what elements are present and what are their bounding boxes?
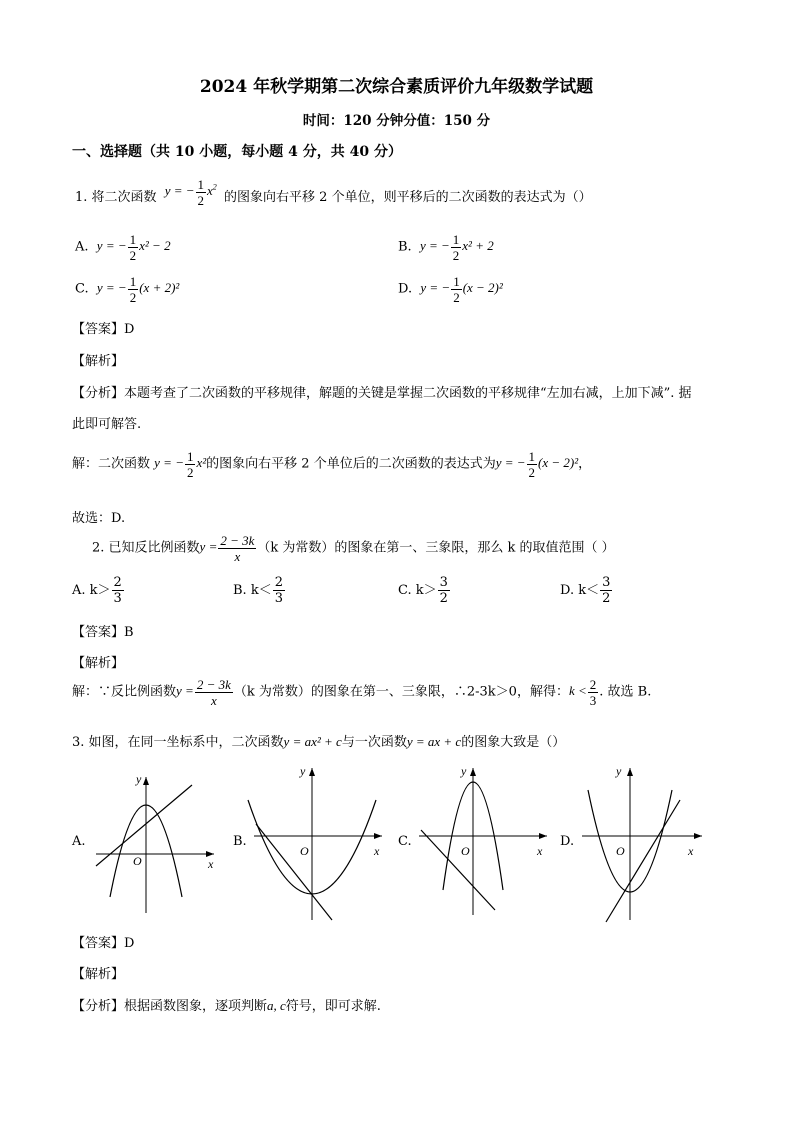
q1-analysis-line-1: 【分析】本题考查了二次函数的平移规律，解题的关键是掌握二次函数的平移规律“左加右减，上加下减”. 据: [72, 386, 692, 401]
y-axis-arrow: [470, 768, 476, 776]
q2-option-c[interactable]: C. k＞ $\frac{3}{2}$: [398, 575, 448, 606]
x-axis-arrow: [694, 833, 702, 839]
q3-stem: 3. 如图，在同一坐标系中，二次函数y = ax² + c与一次函数y = ax + c的图象大致是（）: [72, 734, 566, 750]
x-label: x: [208, 857, 214, 871]
q1-option-b[interactable]: B. y = − $\frac{1}{2}$ x² + 2: [398, 232, 494, 263]
y-axis-arrow: [309, 768, 315, 776]
line: [256, 824, 332, 920]
q3-analysis-label: 【解析】: [72, 967, 125, 982]
q2-answer: 【答案】B: [72, 625, 134, 640]
q1-stem: 1. 将二次函数 y = − $\frac{1}{2}$ $x^2$ 的图象向右平移 2 个单位，则平移后的二次函数的表达式为（）: [75, 177, 592, 208]
q1-answer: 【答案】D: [72, 322, 135, 337]
q1-analysis-line-2: 此即可解答.: [72, 417, 142, 432]
y-axis-arrow: [143, 777, 149, 785]
q3-graph-b[interactable]: [250, 760, 385, 920]
q3-graph-d[interactable]: [578, 760, 708, 920]
q1-solution: 解：二次函数 y = − $\frac{1}{2}$ x²的图象向右平移 2 个单位后的二次函数的表达式为y = − $\frac{1}{2}$ (x − 2)²，: [72, 449, 592, 480]
q3-graph-c[interactable]: [415, 760, 550, 920]
q1-option-d[interactable]: D. y = − $\frac{1}{2}$ (x − 2)²: [398, 274, 503, 305]
x-label: x: [537, 844, 543, 858]
q3-graph-c-label[interactable]: C.: [398, 834, 412, 849]
q2-option-b[interactable]: B. k＜ $\frac{2}{3}$: [233, 575, 283, 606]
q2-solution: 解：∵反比例函数y = $\frac{2 - 3k}{x}$ （k 为常数）的图象在第一、三象限，∴2-3k＞0，解得：k < $\frac{2}{3}$ . 故选 B.: [72, 677, 652, 708]
y-label: y: [461, 764, 467, 778]
q1-choice: 故选：D.: [72, 511, 126, 526]
q2-analysis-label: 【解析】: [72, 656, 125, 671]
q3-graph-b-label[interactable]: B.: [233, 834, 247, 849]
section-heading: 一、选择题（共 10 小题，每小题 4 分，共 40 分）: [72, 144, 402, 160]
x-label: x: [374, 844, 380, 858]
x-axis-arrow: [539, 833, 547, 839]
exam-info: 时间：120 分钟分值：150 分: [302, 113, 491, 129]
q2-option-a[interactable]: A. k＞ $\frac{2}{3}$: [72, 575, 122, 606]
q3-analysis: 【分析】根据函数图象，逐项判断a, c符号，即可求解.: [72, 998, 381, 1014]
y-label: y: [300, 764, 306, 778]
q2-option-d[interactable]: D. k＜ $\frac{3}{2}$: [560, 575, 611, 606]
q3-graph-a[interactable]: [90, 765, 220, 915]
x-axis-arrow: [374, 833, 382, 839]
y-axis-arrow: [627, 768, 633, 776]
q2-stem: 2. 已知反比例函数y = $\frac{2 - 3k}{x}$ （k 为常数）的图象在第一、三象限，那么 k 的取值范围（ ）: [92, 533, 615, 564]
y-label: y: [616, 764, 622, 778]
origin-label: O: [461, 844, 470, 858]
q3-graph-d-label[interactable]: D.: [560, 834, 575, 849]
q1-analysis-label: 【解析】: [72, 354, 125, 369]
q3-answer: 【答案】D: [72, 936, 135, 951]
line: [421, 830, 495, 910]
page-title: 2024 年秋学期第二次综合素质评价九年级数学试题: [199, 77, 594, 97]
origin-label: O: [300, 844, 309, 858]
line: [606, 800, 680, 922]
x-label: x: [688, 844, 694, 858]
q1-option-a[interactable]: A. y = − $\frac{1}{2}$ x² − 2: [75, 232, 171, 263]
q1-option-c[interactable]: C. y = − $\frac{1}{2}$ (x + 2)²: [75, 274, 180, 305]
origin-label: O: [133, 854, 142, 868]
origin-label: O: [616, 844, 625, 858]
y-label: y: [136, 772, 142, 786]
q3-graph-a-label[interactable]: A.: [72, 834, 86, 849]
